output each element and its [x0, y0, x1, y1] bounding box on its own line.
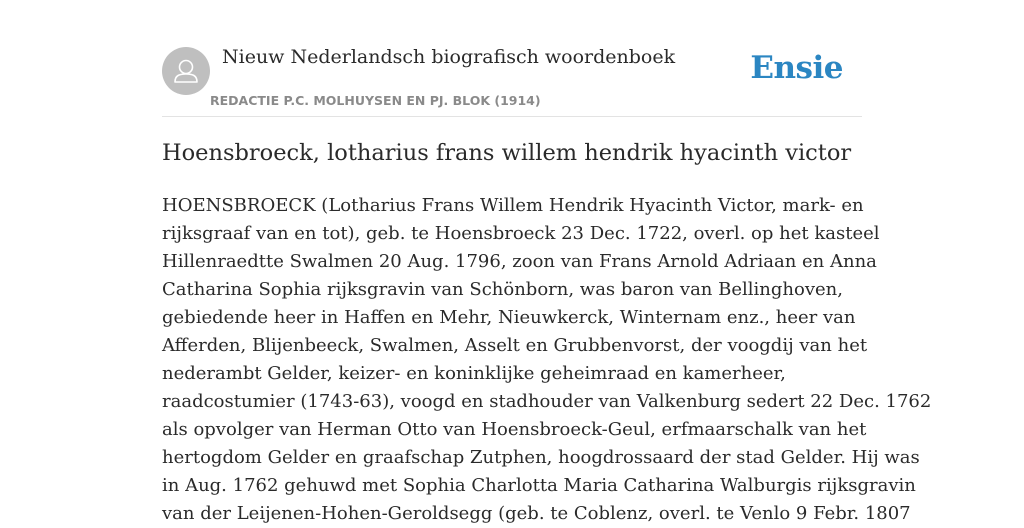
entry-body-line: nederambt Gelder, keizer- en koninklijke geheimraad en kamerheer,: [162, 363, 786, 384]
entry-body-line: Afferden, Blijenbeeck, Swalmen, Asselt en Grubbenvorst, der voogdij van het: [162, 335, 868, 356]
entry-body-line: Catharina Sophia rijksgravin van Schönborn, was baron van Bellinghoven,: [162, 279, 843, 300]
user-avatar-icon[interactable]: [162, 47, 210, 95]
person-icon: [162, 47, 210, 95]
entry-body-line: gebiedende heer in Haffen en Mehr, Nieuwkerck, Winternam enz., heer van: [162, 307, 856, 328]
ensie-logo[interactable]: Ensie: [750, 50, 843, 86]
entry-body-line: als opvolger van Herman Otto van Hoensbroeck-Geul, erfmaarschalk van het: [162, 419, 867, 440]
entry-body-line: HOENSBROECK (Lotharius Frans Willem Hendrik Hyacinth Victor, mark- en: [162, 195, 864, 216]
entry-body-line: rijksgraaf van en tot), geb. te Hoensbroeck 23 Dec. 1722, overl. op het kasteel: [162, 223, 880, 244]
entry-body-line: Hillenraedtte Swalmen 20 Aug. 1796, zoon van Frans Arnold Adriaan en Anna: [162, 251, 877, 272]
source-header: [162, 46, 862, 117]
book-title-link[interactable]: Nieuw Nederlandsch biografisch woordenboek: [222, 46, 676, 68]
entry-body-line: hertogdom Gelder en graafschap Zutphen, hoogdrossaard der stad Gelder. Hij was: [162, 447, 920, 468]
entry-body-line: van der Leijenen-Hohen-Geroldsegg (geb. te Coblenz, overl. te Venlo 9 Febr. 1807: [162, 503, 911, 524]
entry-body-line: raadcostumier (1743-63), voogd en stadhouder van Valkenburg sedert 22 Dec. 1762: [162, 391, 932, 412]
editors-label: REDACTIE P.C. MOLHUYSEN EN PJ. BLOK (1914): [210, 93, 541, 108]
entry-title: Hoensbroeck, lotharius frans willem hendrik hyacinth victor: [162, 140, 852, 166]
entry-body-line: in Aug. 1762 gehuwd met Sophia Charlotta Maria Catharina Walburgis rijksgravin: [162, 475, 916, 496]
entry-body: [162, 192, 932, 528]
